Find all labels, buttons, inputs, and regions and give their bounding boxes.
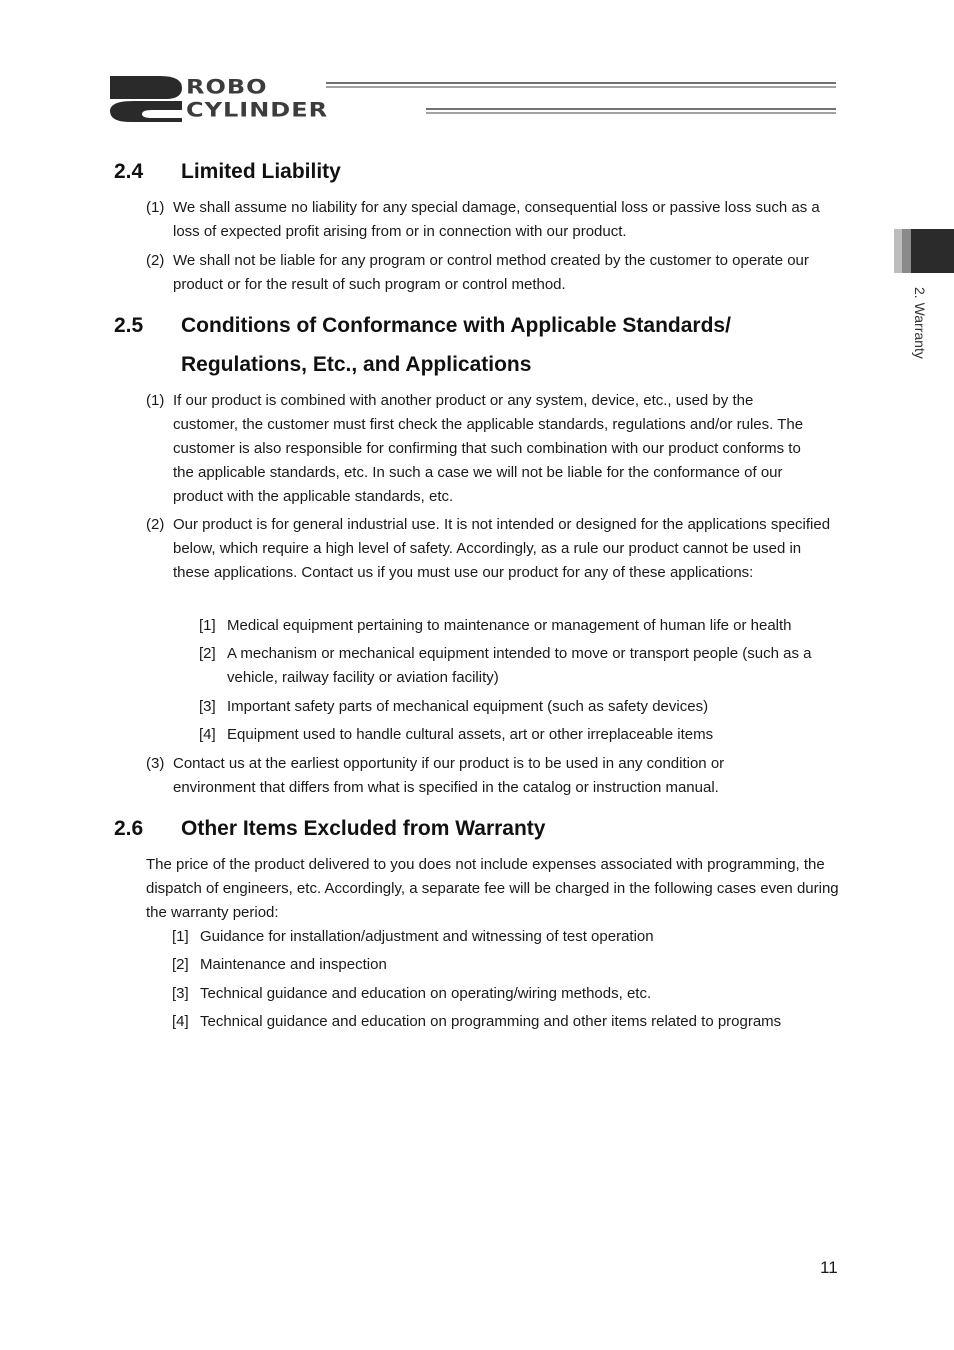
- logo-text-cylinder: CYLINDER: [186, 98, 329, 122]
- list-marker: [1]: [172, 928, 189, 945]
- section-number: 2.4: [114, 160, 144, 183]
- list-item-text: Equipment used to handle cultural assets, art or other irreplaceable items: [227, 726, 714, 743]
- section-title: Conditions of Conformance with Applicable Standards/ Regulations, Etc., and Applications: [181, 314, 731, 376]
- list-marker: [3]: [199, 698, 216, 715]
- list-marker: (3): [146, 755, 165, 772]
- list-item-text: Technical guidance and education on programming and other items related to programs: [200, 1013, 782, 1030]
- list-marker: (2): [146, 252, 165, 269]
- section-number: 2.6: [114, 817, 144, 840]
- list-marker: [4]: [172, 1013, 189, 1030]
- list-marker: [3]: [172, 985, 189, 1002]
- section-title: Other Items Excluded from Warranty: [181, 817, 546, 840]
- list-item-text: Medical equipment pertaining to maintenance or management of human life or health: [227, 617, 792, 634]
- list-marker: (2): [146, 516, 165, 533]
- list-item-text: A mechanism or mechanical equipment intended to move or transport people (such as a vehicle, railway facility or aviation facility): [227, 645, 812, 686]
- list-marker: [4]: [199, 726, 216, 743]
- chapter-tab-marker: [894, 229, 954, 273]
- list-marker: [1]: [199, 617, 216, 634]
- list-marker: (1): [146, 199, 165, 216]
- list-marker: (1): [146, 392, 165, 409]
- list-item-text: Guidance for installation/adjustment and witnessing of test operation: [200, 928, 654, 945]
- chapter-tab-label: 2. Warranty: [912, 287, 928, 359]
- list-item-text: Our product is for general industrial use. It is not intended or designed for the applications specified below, which require a high level of safety. Accordingly, as a rule our product cannot be used in these applications. Contact us if you must use our product for any of these applications:: [173, 516, 831, 581]
- list-item-text: Contact us at the earliest opportunity if our product is to be used in any condition or environment that differs from what is specified in the catalog or instruction manual.: [173, 755, 725, 796]
- page-number: 11: [820, 1258, 838, 1277]
- section-number: 2.5: [114, 314, 144, 337]
- list-marker: [2]: [172, 956, 189, 973]
- robo-cylinder-logo: [108, 74, 838, 124]
- section-title: Limited Liability: [181, 160, 341, 183]
- list-item-text: We shall assume no liability for any special damage, consequential loss or passive loss such as a loss of expected profit arising from or in connection with our product.: [173, 199, 820, 240]
- list-marker: [2]: [199, 645, 216, 662]
- list-item-text: Technical guidance and education on operating/wiring methods, etc.: [200, 985, 652, 1002]
- list-item-text: Important safety parts of mechanical equipment (such as safety devices): [227, 698, 709, 715]
- list-item-text: Maintenance and inspection: [200, 956, 387, 973]
- logo-text-robo: ROBO: [186, 75, 268, 99]
- list-item-text: If our product is combined with another product or any system, device, etc., used by the customer, the customer must first check the applicable standards, regulations and/or rules. The customer is also responsible for confirming that such combination with our product conforms to the applicable standards, etc. In such a case we will not be liable for the conformance of our product with the applicable standards, etc.: [173, 392, 804, 505]
- list-item-text: We shall not be liable for any program or control method created by the customer to operate our product or for the result of such program or control method.: [173, 252, 809, 293]
- section-intro-paragraph: The price of the product delivered to you does not include expenses associated with programming, the dispatch of engineers, etc. Accordingly, a separate fee will be charged in the following cases even during the warranty period:: [146, 856, 839, 921]
